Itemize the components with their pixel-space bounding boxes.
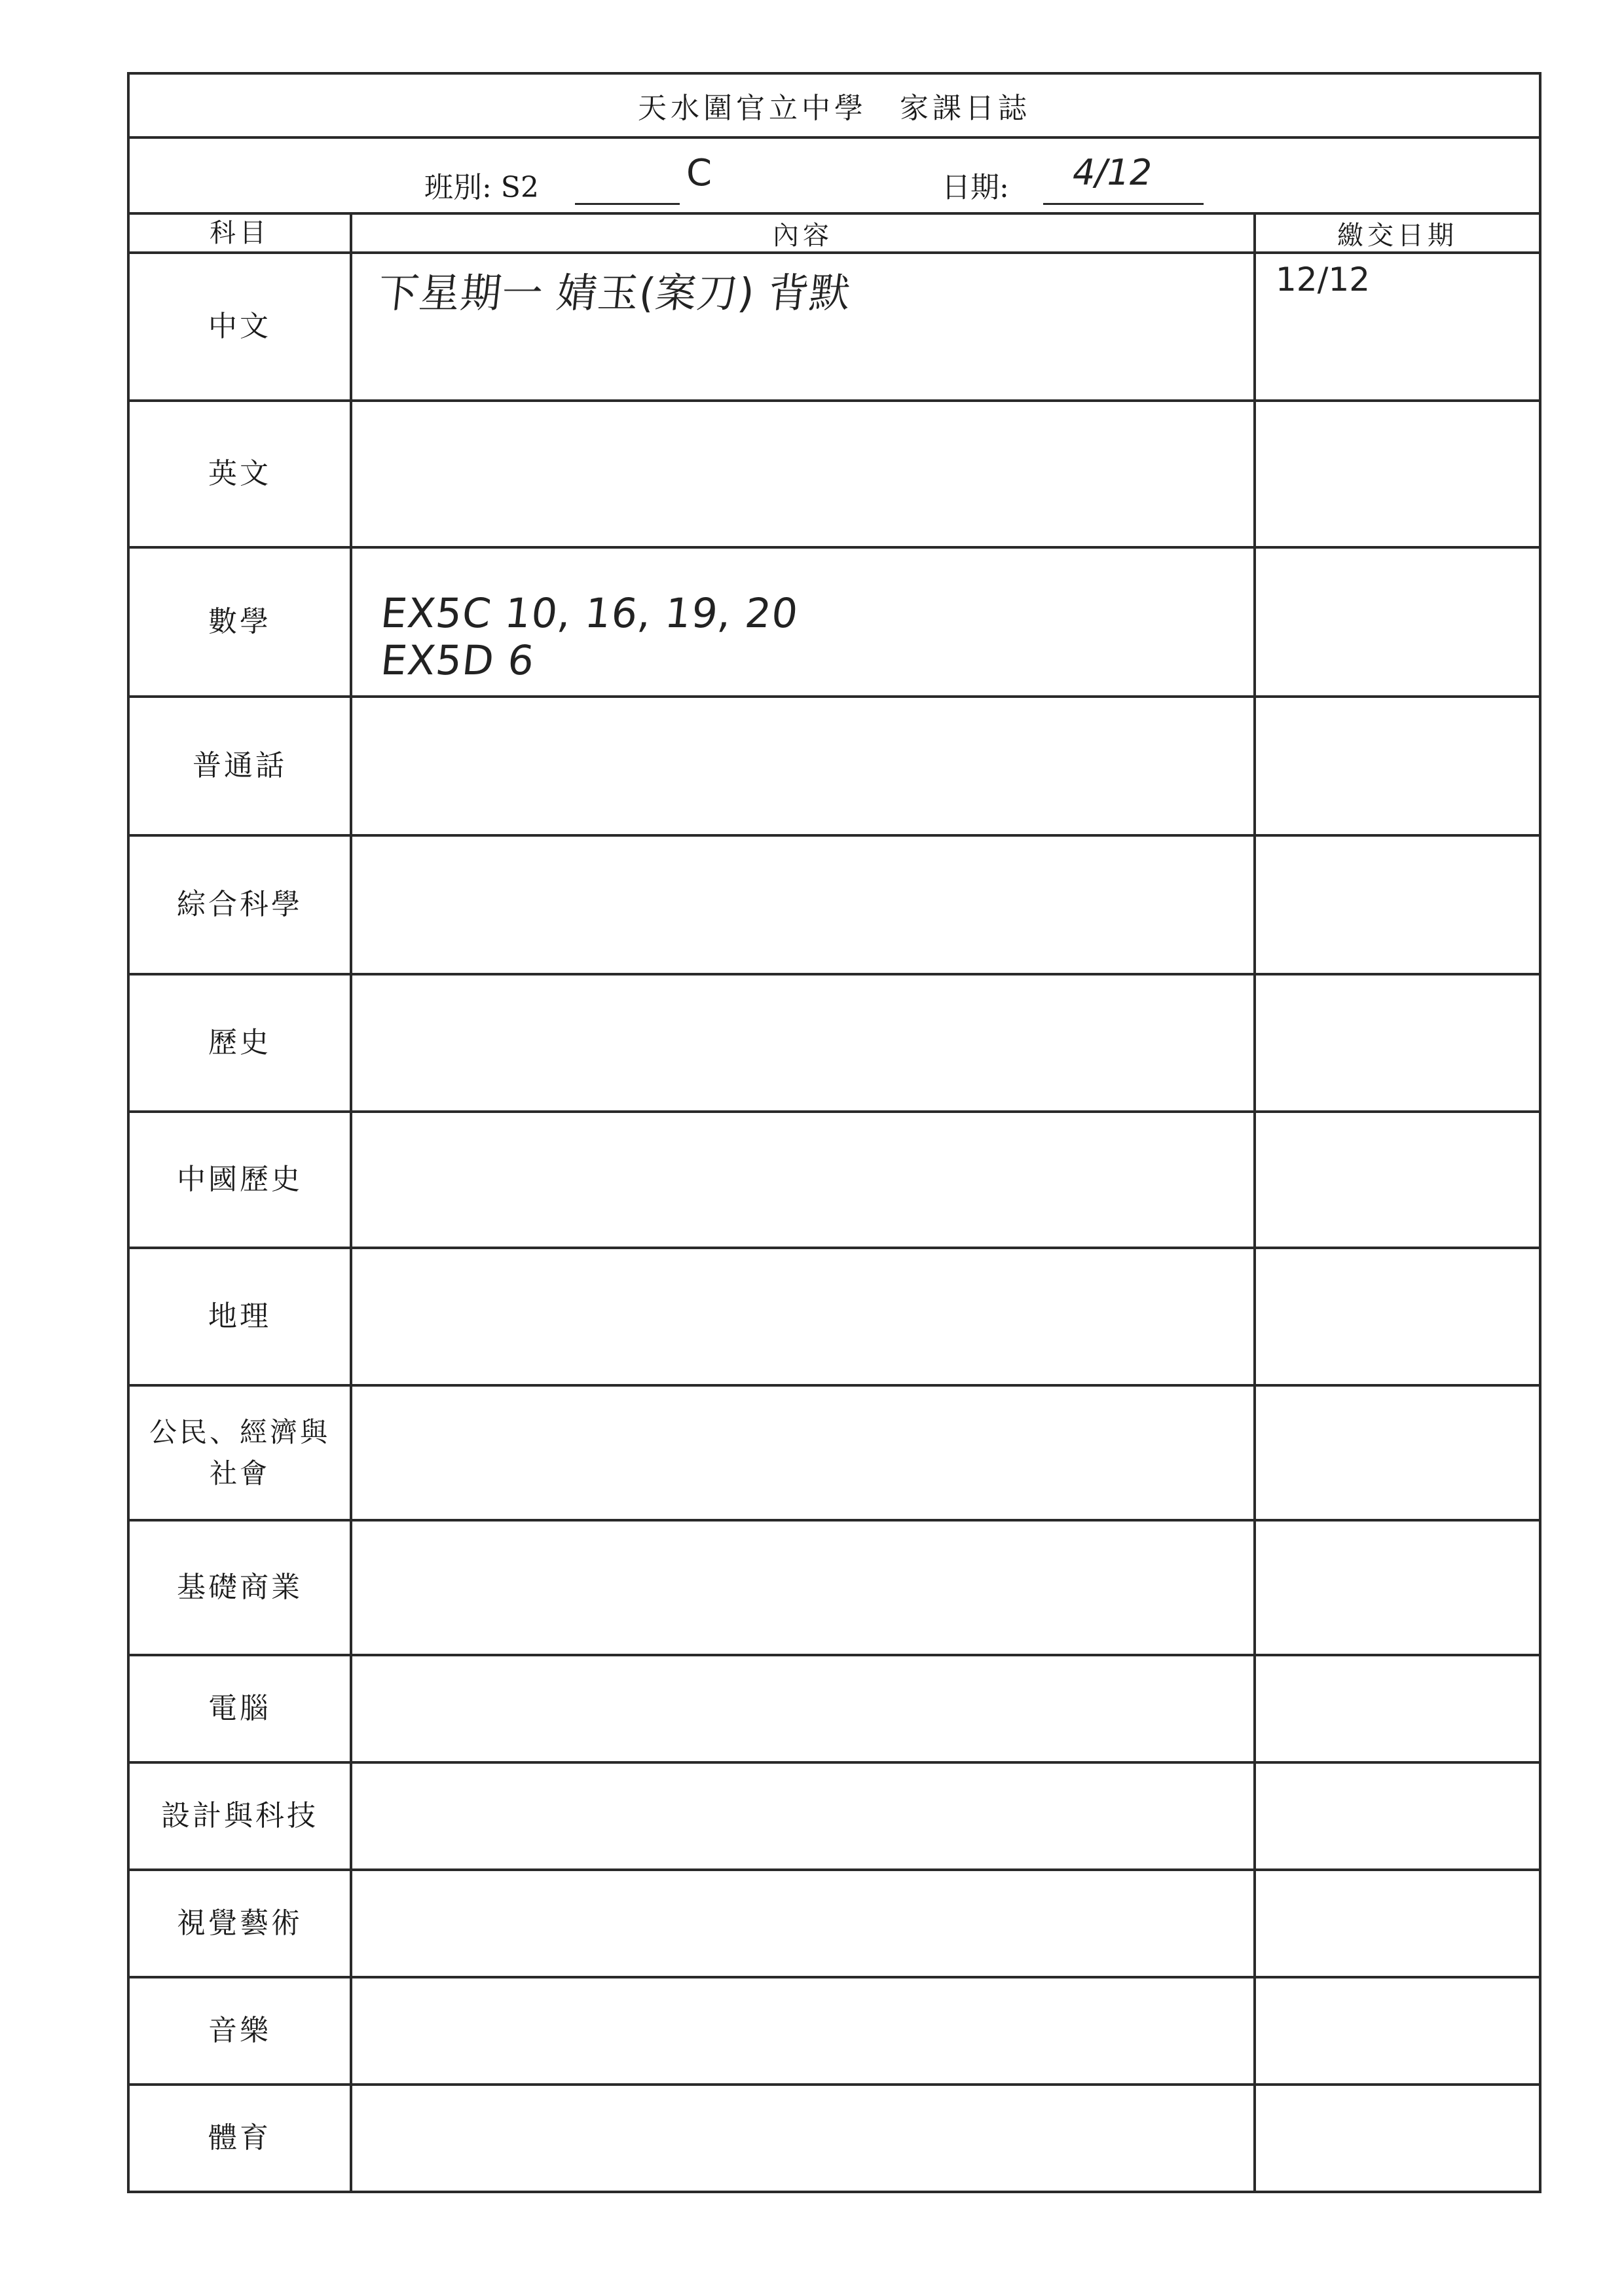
content-cell [352,698,1256,834]
subject-cell: 綜合科學 [130,837,352,973]
subject-cell: 電腦 [130,1656,352,1761]
table-row [130,1249,1539,1387]
date-value: 4/12 [1073,152,1153,193]
content-cell [352,837,1256,973]
due-cell [1256,1249,1539,1384]
class-underline [575,203,680,205]
class-label: 班別: S2 [424,171,539,204]
content-cell [352,2086,1256,2191]
content-cell [352,1656,1256,1761]
due-cell [1256,1656,1539,1761]
content-cell [352,254,1256,399]
due-cell [1256,1764,1539,1868]
table-row [130,975,1539,1113]
table-header [130,215,1539,254]
content-cell [352,1113,1256,1247]
table-row [130,1522,1539,1656]
subject-cell: 普通話 [130,698,352,834]
subject-cell: 設計與科技 [130,1764,352,1868]
table-row [130,1387,1539,1522]
table-row [130,254,1539,402]
header-subject: 科目 [130,215,352,251]
table-row [130,1113,1539,1249]
subject-cell: 中國歷史 [130,1113,352,1247]
content-cell [352,1387,1256,1519]
content-cell [352,1249,1256,1384]
table-row [130,1656,1539,1764]
due-cell [1256,837,1539,973]
due-cell [1256,1113,1539,1247]
header-content: 內容 [352,215,1256,251]
subject-cell: 地理 [130,1249,352,1384]
handwritten-content: 下星期一 婧玉(案刀) 背默 [375,269,854,317]
subject-cell: 視覺藝術 [130,1871,352,1976]
info-row [130,139,1539,215]
content-cell [352,402,1256,546]
subject-cell: 英文 [130,402,352,546]
content-cell [352,1871,1256,1976]
subject-cell: 基礎商業 [130,1522,352,1654]
handwritten-due-date: 12/12 [1276,261,1371,299]
handwritten-content: EX5C 10, 16, 19, 20 [378,589,801,637]
table-row [130,1764,1539,1871]
subject-cell: 歷史 [130,975,352,1110]
form-title: 天水圍官立中學 家課日誌 [130,75,1539,139]
table-row [130,698,1539,837]
due-cell [1256,402,1539,546]
due-cell [1256,1522,1539,1654]
due-cell [1256,1387,1539,1519]
table-row [130,1871,1539,1978]
due-cell [1256,254,1539,399]
subject-cell: 體育 [130,2086,352,2191]
table-row [130,837,1539,975]
subject-cell: 中文 [130,254,352,399]
due-cell [1256,2086,1539,2191]
table-row [130,1978,1539,2086]
homework-diary-form [127,72,1541,2193]
content-cell [352,1978,1256,2083]
date-label: 日期: [942,171,1009,204]
due-cell [1256,549,1539,695]
subject-cell: 數學 [130,549,352,695]
content-cell [352,975,1256,1110]
due-cell [1256,1978,1539,2083]
subject-cell: 公民、經濟與社會 [130,1387,352,1519]
handwritten-content-line2: EX5D 6 [378,636,537,684]
due-cell [1256,975,1539,1110]
table-row [130,2086,1539,2191]
date-underline [1043,203,1204,205]
class-value: C [686,152,712,194]
due-cell [1256,1871,1539,1976]
table-row [130,402,1539,549]
subject-cell: 音樂 [130,1978,352,2083]
header-due: 繳交日期 [1337,220,1458,251]
due-cell [1256,698,1539,834]
content-cell [352,1764,1256,1868]
table-row [130,549,1539,698]
content-cell [352,1522,1256,1654]
content-cell [352,549,1256,695]
